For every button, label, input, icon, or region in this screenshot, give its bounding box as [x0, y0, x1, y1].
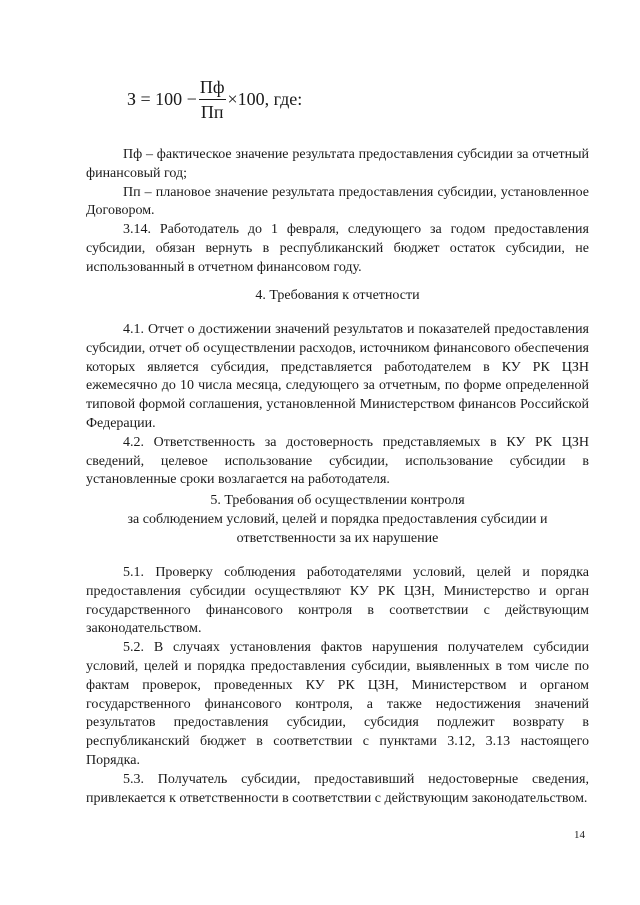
- page-number: 14: [574, 829, 585, 841]
- section-5-body: [86, 564, 589, 808]
- section-4-heading: 4. Требования к отчетности: [255, 288, 420, 303]
- paragraph-4-2: 4.2. Ответственность за достоверность представляемых в КУ РК ЦЗН сведений, целевое использование субсидии, использование субсидии в установленные сроки возлагается на работодателя.: [86, 434, 589, 488]
- definition-pf: Пф – фактическое значение результата предоставления субсидии за отчетный финансовый год;: [86, 147, 589, 181]
- formula-numerator: Пф: [199, 76, 226, 100]
- section-5-title-line: ответственности за их нарушение: [236, 530, 439, 546]
- formula-denominator: Пп: [200, 102, 224, 122]
- paragraph-4-1: 4.1. Отчет о достижении значений результатов и показателей предоставления субсидии, отчет об осуществлении расходов, источником финансового обеспечения которых является субсидия, представляется работодателем в КУ РК ЦЗН ежемесячно до 10 числа месяца, следующего за отчетным, по форме определенной типовой формой соглашения, установленной Министерством финансов Российской Федерации.: [86, 322, 589, 431]
- formula-rhs: ×100, где:: [227, 89, 303, 109]
- paragraph-5-3: 5.3. Получатель субсидии, предоставивший недостоверные сведения, привлекается к ответственности в соответствии с действующим законодательством.: [86, 771, 589, 806]
- paragraph-5-2: 5.2. В случаях установления фактов нарушения получателем субсидии условий, целей и порядка предоставления субсидии, выявленных в том числе по фактам проверок, проведенных КУ РК ЦЗН, Министерством и органом государственного финансового контроля, а также недостижения значений результатов предоставления субсидии, субсидия подлежит возврату в республиканский бюджет в соответствии с пунктами 3.12, 3.13 настоящего Порядка.: [86, 640, 589, 768]
- definition-pp: Пп – плановое значение результата предоставления субсидии, установленное Договором.: [86, 184, 589, 219]
- definitions-block: [86, 146, 589, 278]
- section-5-title-line: 5. Требования об осуществлении контроля: [210, 493, 465, 508]
- paragraph-5-1: 5.1. Проверку соблюдения работодателями условий, целей и порядка предоставления субсидии осуществляют КУ РК ЦЗН, Министерство и орган государственного финансового контроля в соответствии с действующим законодательством.: [86, 565, 589, 637]
- formula-fraction: [199, 76, 226, 123]
- section-4-body: [86, 321, 589, 490]
- section-5-heading: [86, 492, 589, 548]
- section-5-title-line: за соблюдением условий, целей и порядка предоставления субсидии и: [127, 511, 548, 527]
- paragraph-3-14: 3.14. Работодатель до 1 февраля, следующего за годом предоставления субсидии, обязан вернуть в республиканский бюджет остаток субсидии, не использованный в отчетном финансовом году.: [86, 222, 589, 275]
- formula-lhs: З = 100 −: [127, 89, 197, 109]
- formula: [127, 76, 302, 123]
